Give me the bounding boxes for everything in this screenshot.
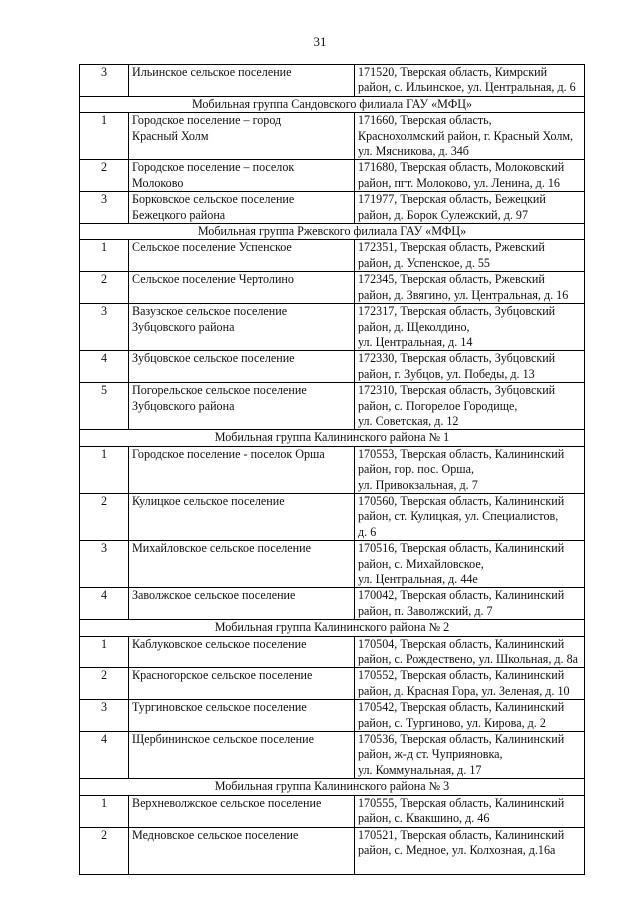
address-line: район, ст. Кулицкая, ул. Специалистов, [358, 509, 559, 524]
table-row [80, 541, 585, 588]
table-row [80, 588, 585, 620]
settlement-name-cell [129, 383, 355, 430]
table-row [80, 668, 585, 700]
group-title: Мобильная группа Калининского района № 1 [80, 430, 585, 446]
address-cell [355, 732, 585, 779]
table-row [80, 446, 585, 493]
settlement-name-cell [129, 668, 355, 700]
settlement-name-line: Борковское сельское поселение [132, 192, 295, 207]
address-cell [355, 541, 585, 588]
address-line: ул. Привокзальная, д. 7 [358, 477, 478, 492]
address-cell [355, 304, 585, 351]
address-line: район, д. Красная Гора, ул. Зеленая, д. 10 [358, 683, 570, 698]
row-number: 2 [80, 160, 129, 192]
address-line: 170521, Тверская область, Калининский [358, 827, 565, 842]
group-title: Мобильная группа Калининского района № 2 [80, 620, 585, 636]
address-line: ул. Советская, д. 12 [358, 413, 459, 428]
settlement-name-line: Красногорское сельское поселение [132, 668, 313, 683]
row-number: 3 [80, 192, 129, 224]
settlement-name-line: Вазузское сельское поселение [132, 304, 288, 319]
settlement-name-line: Щербининское сельское поселение [132, 732, 314, 747]
address-cell [355, 351, 585, 383]
address-line: ул. Центральная, д. 44е [358, 572, 478, 586]
address-line [358, 858, 581, 873]
settlement-name-line: Городское поселение – город [132, 113, 282, 128]
settlement-name-cell [129, 827, 355, 874]
address-cell [355, 827, 585, 874]
settlement-name-cell [129, 160, 355, 192]
group-header-row [80, 96, 585, 112]
table-row [80, 240, 585, 272]
address-line: 172345, Тверская область, Ржевский [358, 272, 545, 287]
address-line: район, с. Квакшино, д. 46 [358, 811, 490, 826]
table-row [80, 732, 585, 779]
settlement-name-cell [129, 732, 355, 779]
address-line: 172317, Тверская область, Зубцовский [358, 304, 556, 319]
row-number: 3 [80, 541, 129, 588]
settlement-name-line: Тургиновское сельское поселение [132, 700, 307, 715]
address-cell [355, 240, 585, 272]
address-line: ул. Центральная, д. 14 [358, 334, 473, 349]
address-line: район, с. Погорелое Городище, [358, 398, 518, 413]
table-row [80, 636, 585, 668]
address-cell [355, 160, 585, 192]
address-line: 171660, Тверская область, [358, 113, 492, 128]
settlement-name-line: Ильинское сельское поселение [132, 65, 292, 79]
table-body [80, 65, 585, 875]
settlement-name-line: Кулицкое сельское поселение [132, 493, 285, 508]
settlement-name-line: Михайловское сельское поселение [132, 541, 311, 556]
group-header-row [80, 779, 585, 795]
address-line: район, гор. пос. Орша, [358, 462, 474, 477]
settlement-name-line: Заволжское сельское поселение [132, 588, 296, 603]
group-header-row [80, 620, 585, 636]
settlement-name-line: Красный Холм [132, 128, 209, 143]
address-line: д. 6 [358, 524, 377, 539]
row-number: 5 [80, 383, 129, 430]
address-line: район, с. Ильинское, ул. Центральная, д. 6 [358, 80, 576, 95]
settlement-name-line: Погорельское сельское поселение [132, 383, 307, 398]
address-line: 172351, Тверская область, Ржевский [358, 240, 545, 255]
address-line: 171680, Тверская область, Молоковский [358, 160, 565, 175]
address-line: район, с. Медное, ул. Колхозная, д.16а [358, 842, 556, 857]
group-header-row [80, 224, 585, 240]
address-line: 170552, Тверская область, Калининский [358, 668, 565, 683]
group-title: Мобильная группа Калининского района № 3 [80, 779, 585, 795]
table-row [80, 795, 585, 827]
row-number: 1 [80, 113, 129, 160]
row-number: 2 [80, 827, 129, 874]
address-line: район, д. Щеколдино, [358, 319, 470, 334]
address-line: район, с. Михайловское, [358, 556, 484, 571]
row-number: 4 [80, 732, 129, 779]
row-number: 4 [80, 588, 129, 620]
table-row [80, 304, 585, 351]
settlement-name-line: Сельское поселение Чертолино [132, 272, 294, 287]
settlement-name-line: Городское поселение – поселок [132, 160, 295, 175]
address-line: район, пгт. Молоково, ул. Ленина, д. 16 [358, 175, 560, 190]
address-line: Краснохолмский район, г. Красный Холм, [358, 128, 574, 143]
address-line: 170542, Тверская область, Калининский [358, 700, 565, 715]
row-number: 2 [80, 272, 129, 304]
group-header-row [80, 430, 585, 446]
address-cell [355, 668, 585, 700]
table-row [80, 192, 585, 224]
address-line: район, д. Успенское, д. 55 [358, 255, 490, 270]
address-line: ул. Мясникова, д. 34б [358, 144, 469, 159]
address-cell [355, 272, 585, 304]
settlement-name-cell [129, 192, 355, 224]
address-cell [355, 588, 585, 620]
address-line: 172330, Тверская область, Зубцовский [358, 351, 556, 366]
address-line: 171977, Тверская область, Бежецкий [358, 192, 546, 207]
settlement-name-cell [129, 351, 355, 383]
address-line: район, п. Заволжский, д. 7 [358, 603, 493, 618]
table-row [80, 827, 585, 874]
address-line: 171520, Тверская область, Кимрский [358, 65, 548, 79]
address-line: ул. Коммунальная, д. 17 [358, 762, 482, 777]
row-number: 3 [80, 700, 129, 732]
settlement-name-line: Зубцовское сельское поселение [132, 351, 295, 366]
address-cell [355, 65, 585, 97]
address-line: район, ж-д ст. Чуприяновка, [358, 747, 503, 762]
address-line: 170553, Тверская область, Калининский [358, 446, 565, 461]
table-row [80, 493, 585, 540]
settlement-name-cell [129, 493, 355, 540]
table-row [80, 700, 585, 732]
settlement-name-cell [129, 240, 355, 272]
row-number: 1 [80, 240, 129, 272]
address-cell [355, 192, 585, 224]
address-line: 170042, Тверская область, Калининский [358, 588, 565, 603]
settlement-name-line: Верхневолжское сельское поселение [132, 795, 322, 810]
row-number: 3 [80, 65, 129, 97]
settlement-name-cell [129, 304, 355, 351]
page-number: 31 [313, 34, 327, 49]
address-line: 170555, Тверская область, Калининский [358, 795, 565, 810]
address-line: район, д. Борок Сулежский, д. 97 [358, 207, 528, 222]
row-number: 4 [80, 351, 129, 383]
settlement-name-cell [129, 446, 355, 493]
address-line: район, с. Рождествено, ул. Школьная, д. 8а [358, 652, 579, 667]
settlement-name-cell [129, 113, 355, 160]
settlement-name-line: Зубцовского района [132, 398, 235, 413]
address-cell [355, 383, 585, 430]
table-row [80, 383, 585, 430]
settlement-name-line: Сельское поселение Успенское [132, 240, 292, 255]
address-cell [355, 113, 585, 160]
row-number: 3 [80, 304, 129, 351]
address-line: 170516, Тверская область, Калининский [358, 541, 565, 556]
row-number: 2 [80, 493, 129, 540]
settlement-name-cell [129, 636, 355, 668]
settlement-name-line: Каблуковское сельское поселение [132, 636, 307, 651]
group-title: Мобильная группа Ржевского филиала ГАУ «МФЦ» [80, 224, 585, 240]
address-cell [355, 493, 585, 540]
settlement-name-line: Медновское сельское поселение [132, 827, 299, 842]
group-title: Мобильная группа Сандовского филиала ГАУ «МФЦ» [80, 96, 585, 112]
address-line: район, д. Звягино, ул. Центральная, д. 16 [358, 287, 569, 302]
settlement-name-cell [129, 65, 355, 97]
settlement-name-cell [129, 541, 355, 588]
settlement-name-line: Зубцовского района [132, 319, 235, 334]
address-line: 170536, Тверская область, Калининский [358, 732, 565, 747]
row-number: 1 [80, 446, 129, 493]
address-line: район, с. Тургиново, ул. Кирова, д. 2 [358, 715, 546, 730]
settlement-name-line: Бежецкого района [132, 207, 226, 222]
address-cell [355, 795, 585, 827]
table-row [80, 351, 585, 383]
settlement-name-cell [129, 588, 355, 620]
mfc-mobile-groups-table [79, 64, 585, 875]
settlement-name-cell [129, 700, 355, 732]
row-number: 1 [80, 636, 129, 668]
address-line: район, г. Зубцов, ул. Победы, д. 13 [358, 366, 535, 381]
address-line: 170504, Тверская область, Калининский [358, 636, 565, 651]
address-line: 172310, Тверская область, Зубцовский [358, 383, 556, 398]
row-number: 2 [80, 668, 129, 700]
row-number: 1 [80, 795, 129, 827]
settlement-name-cell [129, 272, 355, 304]
table-row [80, 272, 585, 304]
address-cell [355, 700, 585, 732]
table-row [80, 65, 585, 97]
settlement-name-cell [129, 795, 355, 827]
table-row [80, 160, 585, 192]
settlement-name-line: Городское поселение - поселок Орша [132, 446, 325, 461]
table-row [80, 113, 585, 160]
address-cell [355, 636, 585, 668]
address-line: 170560, Тверская область, Калининский [358, 493, 565, 508]
address-cell [355, 446, 585, 493]
settlement-name-line: Молоково [132, 175, 184, 190]
